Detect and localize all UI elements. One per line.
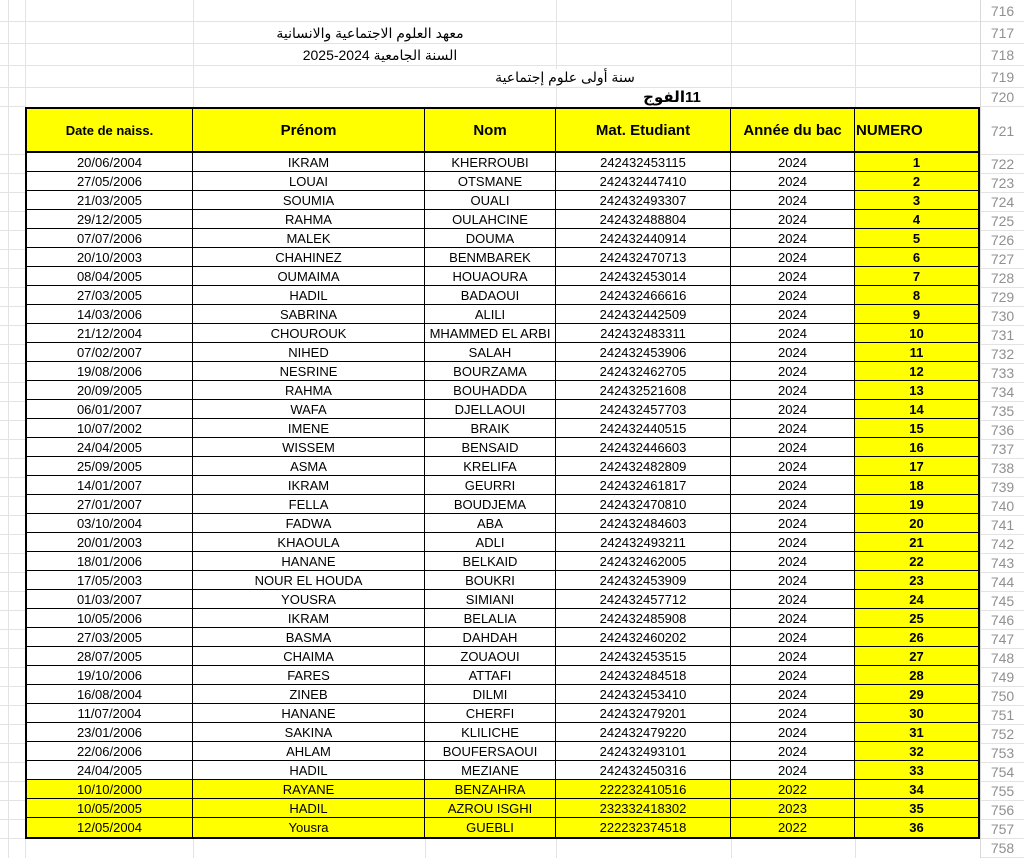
gridline-bottom-col5: [731, 839, 732, 858]
cell-date[interactable]: 16/08/2004: [27, 685, 193, 704]
header-matricule-etudiant[interactable]: Mat. Etudiant: [556, 109, 731, 153]
row-number[interactable]: 750: [981, 687, 1024, 706]
cell-prenom[interactable]: Yousra: [193, 818, 425, 837]
academic-year-text: [300, 47, 461, 63]
cell-num[interactable]: 30: [855, 704, 978, 723]
cell-nom[interactable]: DILMI: [425, 685, 556, 704]
cell-mat[interactable]: 222232410516: [556, 780, 731, 799]
cell-num[interactable]: 7: [855, 267, 978, 286]
cell-date[interactable]: 27/05/2006: [27, 172, 193, 191]
row-number[interactable]: 757: [981, 820, 1024, 839]
cell-bac[interactable]: 2022: [731, 780, 855, 799]
row-number[interactable]: 720: [981, 88, 1024, 107]
row-number[interactable]: 758: [981, 839, 1024, 858]
row-number[interactable]: 749: [981, 668, 1024, 687]
cell-bac[interactable]: 2024: [731, 685, 855, 704]
cell-prenom[interactable]: HANANE: [193, 704, 425, 723]
cell-prenom[interactable]: HADIL: [193, 799, 425, 818]
row-number[interactable]: 725: [981, 212, 1024, 231]
row-number[interactable]: 744: [981, 573, 1024, 592]
cell-bac[interactable]: 2024: [731, 495, 855, 514]
cell-prenom[interactable]: HADIL: [193, 286, 425, 305]
cell-num[interactable]: 16: [855, 438, 978, 457]
cell-prenom[interactable]: FADWA: [193, 514, 425, 533]
row-number[interactable]: 735: [981, 402, 1024, 421]
cell-nom[interactable]: GUEBLI: [425, 818, 556, 837]
row-number[interactable]: 718: [981, 44, 1024, 66]
gridline-top-col1: [25, 0, 26, 107]
cell-num[interactable]: 35: [855, 799, 978, 818]
row-number[interactable]: 727: [981, 250, 1024, 269]
cell-mat[interactable]: 242432453515: [556, 647, 731, 666]
cell-mat[interactable]: 232332418302: [556, 799, 731, 818]
row-number[interactable]: 731: [981, 326, 1024, 345]
cell-prenom[interactable]: MALEK: [193, 229, 425, 248]
gridline-top-col6: [855, 0, 856, 107]
cell-date[interactable]: 19/08/2006: [27, 362, 193, 381]
cell-prenom[interactable]: ASMA: [193, 457, 425, 476]
cell-bac[interactable]: 2024: [731, 742, 855, 761]
cell-num[interactable]: 17: [855, 457, 978, 476]
cell-mat[interactable]: 242432460202: [556, 628, 731, 647]
cell-bac[interactable]: 2024: [731, 286, 855, 305]
cell-prenom[interactable]: NESRINE: [193, 362, 425, 381]
cell-bac[interactable]: 2024: [731, 191, 855, 210]
cell-prenom[interactable]: IMENE: [193, 419, 425, 438]
cell-num[interactable]: 23: [855, 571, 978, 590]
row-number[interactable]: 741: [981, 516, 1024, 535]
cell-nom[interactable]: AZROU ISGHI: [425, 799, 556, 818]
institute-title-text: معهد العلوم الاجتماعية والانسانية: [273, 25, 466, 41]
row-number[interactable]: 729: [981, 288, 1024, 307]
cell-date[interactable]: 10/05/2005: [27, 799, 193, 818]
cell-prenom[interactable]: BASMA: [193, 628, 425, 647]
cell-num[interactable]: 4: [855, 210, 978, 229]
cell-prenom[interactable]: HADIL: [193, 761, 425, 780]
cell-prenom[interactable]: RAYANE: [193, 780, 425, 799]
cell-mat[interactable]: 242432457712: [556, 590, 731, 609]
cell-mat[interactable]: 242432493211: [556, 533, 731, 552]
cell-prenom[interactable]: FELLA: [193, 495, 425, 514]
cell-nom[interactable]: MEZIANE: [425, 761, 556, 780]
cell-date[interactable]: 03/10/2004: [27, 514, 193, 533]
row-number[interactable]: 723: [981, 174, 1024, 193]
cell-prenom[interactable]: CHOUROUK: [193, 324, 425, 343]
cell-bac[interactable]: 2024: [731, 533, 855, 552]
header-date-naissance[interactable]: Date de naiss.: [27, 109, 193, 153]
cell-nom[interactable]: SIMIANI: [425, 590, 556, 609]
cell-date[interactable]: 07/07/2006: [27, 229, 193, 248]
cell-date[interactable]: 14/01/2007: [27, 476, 193, 495]
cell-num[interactable]: 1: [855, 153, 978, 172]
cell-mat[interactable]: 242432446603: [556, 438, 731, 457]
cell-prenom[interactable]: NIHED: [193, 343, 425, 362]
cell-bac[interactable]: 2024: [731, 647, 855, 666]
cell-prenom[interactable]: CHAIMA: [193, 647, 425, 666]
cell-nom[interactable]: ATTAFI: [425, 666, 556, 685]
cell-num[interactable]: 14: [855, 400, 978, 419]
cell-date[interactable]: 23/01/2006: [27, 723, 193, 742]
cell-num[interactable]: 20: [855, 514, 978, 533]
cell-bac[interactable]: 2024: [731, 438, 855, 457]
cell-bac[interactable]: 2024: [731, 476, 855, 495]
cell-nom[interactable]: ZOUAOUI: [425, 647, 556, 666]
cell-academic-year[interactable]: [193, 44, 567, 66]
cell-nom[interactable]: ABA: [425, 514, 556, 533]
cell-num[interactable]: 26: [855, 628, 978, 647]
cell-bac[interactable]: 2022: [731, 818, 855, 837]
cell-bac[interactable]: 2024: [731, 704, 855, 723]
cell-bac[interactable]: 2024: [731, 210, 855, 229]
cell-date[interactable]: 27/03/2005: [27, 286, 193, 305]
cell-num[interactable]: 12: [855, 362, 978, 381]
row-number-rail: [980, 0, 1024, 858]
cell-mat[interactable]: 242432462005: [556, 552, 731, 571]
cell-date[interactable]: 29/12/2005: [27, 210, 193, 229]
row-number[interactable]: 737: [981, 440, 1024, 459]
cell-date[interactable]: 11/07/2004: [27, 704, 193, 723]
cell-num[interactable]: 28: [855, 666, 978, 685]
header-annee-bac[interactable]: Année du bac: [731, 109, 855, 153]
cell-bac[interactable]: 2024: [731, 153, 855, 172]
cell-nom[interactable]: ALILI: [425, 305, 556, 324]
cell-nom[interactable]: MHAMMED EL ARBI: [425, 324, 556, 343]
cell-nom[interactable]: BOURZAMA: [425, 362, 556, 381]
cell-date[interactable]: 10/10/2000: [27, 780, 193, 799]
cell-prenom[interactable]: LOUAI: [193, 172, 425, 191]
cell-level-title[interactable]: [425, 66, 705, 88]
cell-mat[interactable]: 242432470810: [556, 495, 731, 514]
cell-nom[interactable]: ADLI: [425, 533, 556, 552]
cell-nom[interactable]: KHERROUBI: [425, 153, 556, 172]
cell-mat[interactable]: 242432493307: [556, 191, 731, 210]
cell-nom[interactable]: BELALIA: [425, 609, 556, 628]
row-number[interactable]: 728: [981, 269, 1024, 288]
cell-mat[interactable]: 242432453014: [556, 267, 731, 286]
cell-date[interactable]: 01/03/2007: [27, 590, 193, 609]
row-number[interactable]: 753: [981, 744, 1024, 763]
cell-date[interactable]: 19/10/2006: [27, 666, 193, 685]
cell-num[interactable]: 19: [855, 495, 978, 514]
cell-date[interactable]: 21/12/2004: [27, 324, 193, 343]
cell-nom[interactable]: OTSMANE: [425, 172, 556, 191]
cell-nom[interactable]: OULAHCINE: [425, 210, 556, 229]
cell-prenom[interactable]: SAKINA: [193, 723, 425, 742]
cell-prenom[interactable]: OUMAIMA: [193, 267, 425, 286]
cell-prenom[interactable]: AHLAM: [193, 742, 425, 761]
cell-num[interactable]: 3: [855, 191, 978, 210]
cell-mat[interactable]: 242432453410: [556, 685, 731, 704]
cell-date[interactable]: 17/05/2003: [27, 571, 193, 590]
cell-nom[interactable]: BOUDJEMA: [425, 495, 556, 514]
row-number[interactable]: 724: [981, 193, 1024, 212]
cell-bac[interactable]: 2024: [731, 457, 855, 476]
cell-bac[interactable]: 2024: [731, 609, 855, 628]
row-number[interactable]: 739: [981, 478, 1024, 497]
cell-date[interactable]: 24/04/2005: [27, 438, 193, 457]
cell-mat[interactable]: 242432483311: [556, 324, 731, 343]
cell-mat[interactable]: 242432479201: [556, 704, 731, 723]
cell-num[interactable]: 15: [855, 419, 978, 438]
cell-institute-title[interactable]: [193, 22, 547, 44]
row-number[interactable]: 733: [981, 364, 1024, 383]
cell-num[interactable]: 27: [855, 647, 978, 666]
cell-num[interactable]: 8: [855, 286, 978, 305]
gridline-bottom-col2: [193, 839, 194, 858]
cell-num[interactable]: 32: [855, 742, 978, 761]
row-number[interactable]: 716: [981, 0, 1024, 22]
row-number[interactable]: 754: [981, 763, 1024, 782]
cell-num[interactable]: 10: [855, 324, 978, 343]
cell-prenom[interactable]: ZINEB: [193, 685, 425, 704]
cell-prenom[interactable]: WAFA: [193, 400, 425, 419]
cell-bac[interactable]: 2024: [731, 666, 855, 685]
cell-mat[interactable]: 242432484603: [556, 514, 731, 533]
header-prenom[interactable]: Prénom: [193, 109, 425, 153]
cell-mat[interactable]: 242432484518: [556, 666, 731, 685]
cell-num[interactable]: 18: [855, 476, 978, 495]
gridline-bottom-col6: [855, 839, 856, 858]
gridline-strip-header-top: [0, 106, 25, 107]
cell-date[interactable]: 20/10/2003: [27, 248, 193, 267]
row-number[interactable]: 748: [981, 649, 1024, 668]
cell-nom[interactable]: KLILICHE: [425, 723, 556, 742]
cell-bac[interactable]: 2023: [731, 799, 855, 818]
cell-prenom[interactable]: IKRAM: [193, 476, 425, 495]
cell-nom[interactable]: BENZAHRA: [425, 780, 556, 799]
cell-prenom[interactable]: IKRAM: [193, 153, 425, 172]
row-number[interactable]: 746: [981, 611, 1024, 630]
cell-num[interactable]: 33: [855, 761, 978, 780]
row-number[interactable]: 730: [981, 307, 1024, 326]
cell-mat[interactable]: 242432447410: [556, 172, 731, 191]
cell-nom[interactable]: BOUHADDA: [425, 381, 556, 400]
cell-nom[interactable]: BADAOUI: [425, 286, 556, 305]
cell-bac[interactable]: 2024: [731, 229, 855, 248]
cell-num[interactable]: 25: [855, 609, 978, 628]
row-number[interactable]: 752: [981, 725, 1024, 744]
cell-date[interactable]: 24/04/2005: [27, 761, 193, 780]
cell-num[interactable]: 34: [855, 780, 978, 799]
cell-bac[interactable]: 2024: [731, 343, 855, 362]
row-number[interactable]: 755: [981, 782, 1024, 801]
cell-mat[interactable]: 242432470713: [556, 248, 731, 267]
row-number[interactable]: 747: [981, 630, 1024, 649]
cell-nom[interactable]: BOUFERSAOUI: [425, 742, 556, 761]
cell-bac[interactable]: 2024: [731, 552, 855, 571]
cell-date[interactable]: 28/07/2005: [27, 647, 193, 666]
cell-date[interactable]: 10/07/2002: [27, 419, 193, 438]
cell-mat[interactable]: 242432493101: [556, 742, 731, 761]
cell-nom[interactable]: OUALI: [425, 191, 556, 210]
cell-mat[interactable]: 242432521608: [556, 381, 731, 400]
row-number[interactable]: 742: [981, 535, 1024, 554]
cell-nom[interactable]: GEURRI: [425, 476, 556, 495]
cell-num[interactable]: 5: [855, 229, 978, 248]
cell-prenom[interactable]: SOUMIA: [193, 191, 425, 210]
group-label: الفوج: [643, 89, 685, 106]
cell-prenom[interactable]: WISSEM: [193, 438, 425, 457]
cell-bac[interactable]: 2024: [731, 723, 855, 742]
cell-bac[interactable]: 2024: [731, 419, 855, 438]
row-number[interactable]: 722: [981, 155, 1024, 174]
cell-bac[interactable]: 2024: [731, 248, 855, 267]
level-title-text: سنة أولى علوم إجتماعية: [492, 69, 638, 85]
cell-date[interactable]: 25/09/2005: [27, 457, 193, 476]
cell-date[interactable]: 27/03/2005: [27, 628, 193, 647]
group-number: 11: [684, 89, 701, 106]
cell-nom[interactable]: BRAIK: [425, 419, 556, 438]
cell-date[interactable]: 20/09/2005: [27, 381, 193, 400]
cell-mat[interactable]: 242432453909: [556, 571, 731, 590]
cell-mat[interactable]: 242432462705: [556, 362, 731, 381]
cell-mat[interactable]: 242432442509: [556, 305, 731, 324]
cell-bac[interactable]: 2024: [731, 761, 855, 780]
cell-nom[interactable]: SALAH: [425, 343, 556, 362]
cell-nom[interactable]: CHERFI: [425, 704, 556, 723]
cell-nom[interactable]: BENSAID: [425, 438, 556, 457]
cell-date[interactable]: 08/04/2005: [27, 267, 193, 286]
cell-date[interactable]: 06/01/2007: [27, 400, 193, 419]
academic-year-label: السنة الجامعية: [373, 47, 458, 63]
cell-nom[interactable]: KRELIFA: [425, 457, 556, 476]
cell-mat[interactable]: 242432453115: [556, 153, 731, 172]
cell-nom[interactable]: HOUAOURA: [425, 267, 556, 286]
row-number[interactable]: 743: [981, 554, 1024, 573]
cell-mat[interactable]: 242432461817: [556, 476, 731, 495]
cell-bac[interactable]: 2024: [731, 571, 855, 590]
cell-nom[interactable]: BOUKRI: [425, 571, 556, 590]
cell-mat[interactable]: 242432488804: [556, 210, 731, 229]
gridline-bottom-col3: [425, 839, 426, 858]
cell-num[interactable]: 2: [855, 172, 978, 191]
cell-mat[interactable]: 242432482809: [556, 457, 731, 476]
cell-bac[interactable]: 2024: [731, 381, 855, 400]
row-number[interactable]: 736: [981, 421, 1024, 440]
cell-nom[interactable]: DJELLAOUI: [425, 400, 556, 419]
cell-prenom[interactable]: RAHMA: [193, 210, 425, 229]
cell-num[interactable]: 21: [855, 533, 978, 552]
cell-mat[interactable]: 222232374518: [556, 818, 731, 837]
cell-bac[interactable]: 2024: [731, 305, 855, 324]
cell-num[interactable]: 9: [855, 305, 978, 324]
cell-num[interactable]: 13: [855, 381, 978, 400]
cell-date[interactable]: 12/05/2004: [27, 818, 193, 837]
cell-prenom[interactable]: FARES: [193, 666, 425, 685]
cell-prenom[interactable]: HANANE: [193, 552, 425, 571]
cell-prenom[interactable]: YOUSRA: [193, 590, 425, 609]
cell-prenom[interactable]: SABRINA: [193, 305, 425, 324]
cell-num[interactable]: 36: [855, 818, 978, 837]
row-number[interactable]: 740: [981, 497, 1024, 516]
gridline-bottom-col4: [556, 839, 557, 858]
cell-bac[interactable]: 2024: [731, 324, 855, 343]
row-number[interactable]: 751: [981, 706, 1024, 725]
cell-date[interactable]: 18/01/2006: [27, 552, 193, 571]
cell-mat[interactable]: 242432440914: [556, 229, 731, 248]
cell-mat[interactable]: 242432457703: [556, 400, 731, 419]
cell-prenom[interactable]: KHAOULA: [193, 533, 425, 552]
cell-date[interactable]: 20/01/2003: [27, 533, 193, 552]
cell-date[interactable]: 21/03/2005: [27, 191, 193, 210]
header-nom[interactable]: Nom: [425, 109, 556, 153]
cell-prenom[interactable]: CHAHINEZ: [193, 248, 425, 267]
cell-nom[interactable]: BENMBAREK: [425, 248, 556, 267]
cell-prenom[interactable]: RAHMA: [193, 381, 425, 400]
cell-bac[interactable]: 2024: [731, 514, 855, 533]
cell-date[interactable]: 27/01/2007: [27, 495, 193, 514]
academic-year-range: 2025-2024: [302, 47, 370, 63]
cell-mat[interactable]: 242432450316: [556, 761, 731, 780]
gridline-bottom-col1: [25, 839, 26, 858]
row-number[interactable]: 745: [981, 592, 1024, 611]
cell-date[interactable]: 20/06/2004: [27, 153, 193, 172]
row-number[interactable]: 721: [981, 107, 1024, 155]
cell-bac[interactable]: 2024: [731, 628, 855, 647]
cell-num[interactable]: 29: [855, 685, 978, 704]
group-title-text: [640, 89, 704, 106]
cell-bac[interactable]: 2024: [731, 267, 855, 286]
header-numero[interactable]: NUMERO: [855, 109, 978, 153]
cell-date[interactable]: 10/05/2006: [27, 609, 193, 628]
row-number[interactable]: 756: [981, 801, 1024, 820]
cell-mat[interactable]: 242432440515: [556, 419, 731, 438]
cell-group-title[interactable]: [556, 88, 788, 107]
cell-bac[interactable]: 2024: [731, 590, 855, 609]
cell-mat[interactable]: 242432485908: [556, 609, 731, 628]
row-number[interactable]: 732: [981, 345, 1024, 364]
cell-nom[interactable]: BELKAID: [425, 552, 556, 571]
cell-date[interactable]: 14/03/2006: [27, 305, 193, 324]
row-number[interactable]: 719: [981, 66, 1024, 88]
cell-num[interactable]: 22: [855, 552, 978, 571]
cell-bac[interactable]: 2024: [731, 172, 855, 191]
student-table: [25, 107, 980, 839]
cell-prenom[interactable]: IKRAM: [193, 609, 425, 628]
row-number[interactable]: 738: [981, 459, 1024, 478]
row-number[interactable]: 734: [981, 383, 1024, 402]
cell-mat[interactable]: 242432479220: [556, 723, 731, 742]
cell-mat[interactable]: 242432466616: [556, 286, 731, 305]
cell-num[interactable]: 24: [855, 590, 978, 609]
cell-bac[interactable]: 2024: [731, 400, 855, 419]
cell-nom[interactable]: DAHDAH: [425, 628, 556, 647]
cell-bac[interactable]: 2024: [731, 362, 855, 381]
cell-num[interactable]: 11: [855, 343, 978, 362]
cell-mat[interactable]: 242432453906: [556, 343, 731, 362]
cell-nom[interactable]: DOUMA: [425, 229, 556, 248]
cell-date[interactable]: 07/02/2007: [27, 343, 193, 362]
left-strip-gridlines: [0, 155, 25, 839]
cell-num[interactable]: 31: [855, 723, 978, 742]
cell-num[interactable]: 6: [855, 248, 978, 267]
row-number[interactable]: 726: [981, 231, 1024, 250]
row-number[interactable]: 717: [981, 22, 1024, 44]
cell-prenom[interactable]: NOUR EL HOUDA: [193, 571, 425, 590]
cell-date[interactable]: 22/06/2006: [27, 742, 193, 761]
